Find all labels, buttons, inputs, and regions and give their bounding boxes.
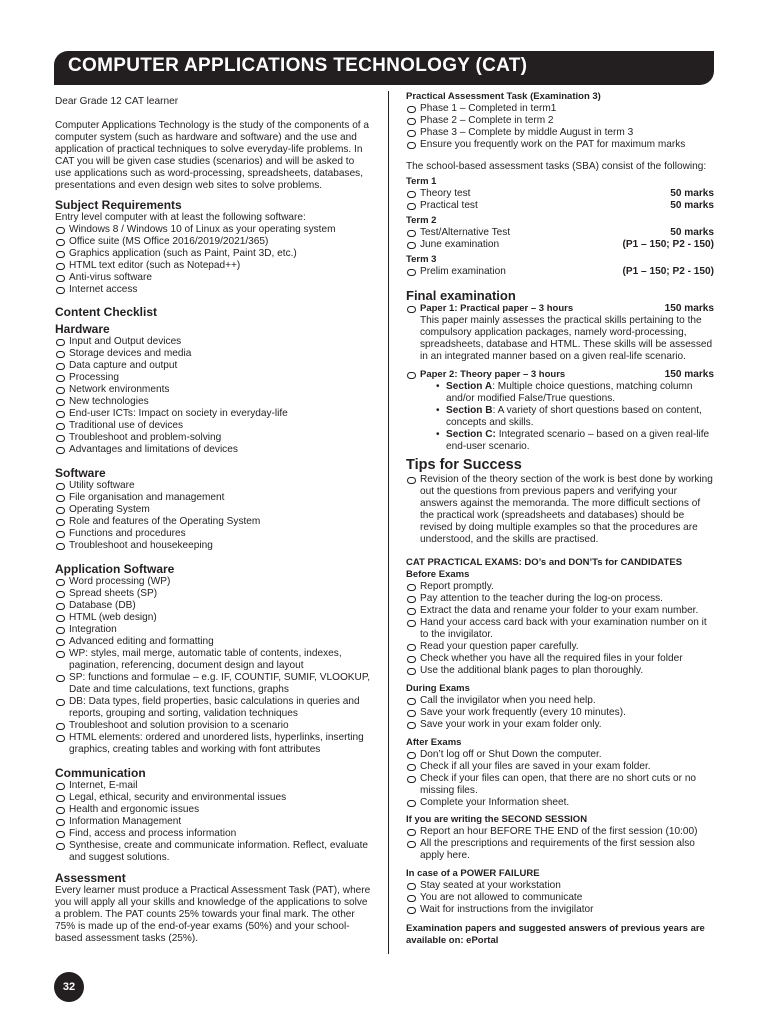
assessment-heading: Assessment bbox=[55, 871, 126, 885]
mark-row bbox=[406, 188, 714, 200]
second-session-heading: If you are writing the SECOND SESSION bbox=[406, 814, 588, 825]
before-exams-heading: Before Exams bbox=[406, 569, 470, 580]
list-item: Save your work frequently (every 10 minutes). bbox=[406, 707, 714, 719]
section-label: Section A bbox=[446, 381, 493, 392]
sba-intro: The school-based assessment tasks (SBA) consist of the following: bbox=[406, 161, 707, 172]
paper-1-title: Paper 1: Practical paper – 3 hours bbox=[420, 303, 574, 314]
final-exam-list bbox=[406, 303, 714, 453]
list-item: Integration bbox=[55, 624, 373, 636]
list-item: Legal, ethical, security and environmental issues bbox=[55, 792, 373, 804]
page-number: 32 bbox=[54, 972, 84, 1002]
section-text: Integrated scenario – based on a given real-life end-user scenario. bbox=[446, 429, 710, 452]
mark-label: Practical test bbox=[420, 200, 478, 211]
page-title: COMPUTER APPLICATIONS TECHNOLOGY (CAT) bbox=[68, 55, 528, 76]
list-item: Report an hour BEFORE THE END of the first session (10:00) bbox=[406, 826, 714, 838]
list-item: Hand your access card back with your examination number on it to the invigilator. bbox=[406, 617, 714, 641]
communication-heading: Communication bbox=[55, 766, 146, 780]
list-item: Operating System bbox=[55, 504, 373, 516]
during-exams-list bbox=[406, 695, 714, 731]
paper-2-sections bbox=[420, 381, 714, 453]
pat-heading: Practical Assessment Task (Examination 3) bbox=[406, 91, 601, 102]
list-item: HTML (web design) bbox=[55, 612, 373, 624]
term2-heading: Term 2 bbox=[406, 215, 437, 226]
list-item: Don’t log off or Shut Down the computer. bbox=[406, 749, 714, 761]
section-text: : Multiple choice questions, matching column and/or modified False/True questions. bbox=[446, 381, 693, 404]
list-item: Report promptly. bbox=[406, 581, 714, 593]
list-item: Find, access and process information bbox=[55, 828, 373, 840]
subject-requirements-heading: Subject Requirements bbox=[55, 198, 182, 212]
list-item: Save your work in your exam folder only. bbox=[406, 719, 714, 731]
mark-row bbox=[406, 200, 714, 212]
during-exams-heading: During Exams bbox=[406, 683, 470, 694]
mark-row bbox=[406, 227, 714, 239]
list-item: Phase 2 – Complete in term 2 bbox=[406, 115, 714, 127]
list-item: Extract the data and rename your folder to your exam number. bbox=[406, 605, 714, 617]
after-exams-heading: After Exams bbox=[406, 737, 462, 748]
term2-list bbox=[406, 227, 714, 251]
list-item: HTML text editor (such as Notepad++) bbox=[55, 260, 373, 272]
term1-list bbox=[406, 188, 714, 212]
list-item: Read your question paper carefully. bbox=[406, 641, 714, 653]
section-item bbox=[435, 381, 714, 405]
list-item: Health and ergonomic issues bbox=[55, 804, 373, 816]
list-item: Troubleshoot and housekeeping bbox=[55, 540, 373, 552]
list-item: Internet, E-mail bbox=[55, 780, 373, 792]
paper-1-item bbox=[406, 303, 714, 363]
mark-value: 50 marks bbox=[670, 227, 714, 238]
list-item: Functions and procedures bbox=[55, 528, 373, 540]
list-item: Network environments bbox=[55, 384, 373, 396]
list-item: Phase 3 – Complete by middle August in term 3 bbox=[406, 127, 714, 139]
list-item: Check if all your files are saved in your exam folder. bbox=[406, 761, 714, 773]
dos-donts-heading: CAT PRACTICAL EXAMS: DO’s and DON’Ts for CANDIDATES bbox=[406, 557, 683, 568]
list-item: Internet access bbox=[55, 284, 373, 296]
section-text: : A variety of short questions based on content, concepts and skills. bbox=[446, 405, 702, 428]
tips-list bbox=[406, 474, 714, 546]
list-item: Troubleshoot and solution provision to a scenario bbox=[55, 720, 373, 732]
list-item: Word processing (WP) bbox=[55, 576, 373, 588]
software-heading: Software bbox=[55, 466, 106, 480]
list-item: Complete your Information sheet. bbox=[406, 797, 714, 809]
final-exam-heading: Final examination bbox=[406, 288, 516, 303]
list-item: Advantages and limitations of devices bbox=[55, 444, 373, 456]
assessment-paragraph: Every learner must produce a Practical Assessment Task (PAT), where you will apply all your skills and knowledge of the applications to solve a problem. The PAT counts 25% towards your final mark. The other 75% is made up of the end-of-year exams (50%) and your school-based assessment tasks (25%). bbox=[55, 885, 371, 944]
tips-heading: Tips for Success bbox=[406, 457, 522, 473]
paper-1-marks: 150 marks bbox=[664, 303, 714, 314]
section-label: Section B bbox=[446, 405, 493, 416]
list-item: Input and Output devices bbox=[55, 336, 373, 348]
list-item: Office suite (MS Office 2016/2019/2021/365) bbox=[55, 236, 373, 248]
section-item bbox=[435, 405, 714, 429]
hardware-heading: Hardware bbox=[55, 322, 110, 336]
software-list bbox=[55, 480, 373, 552]
term3-list bbox=[406, 266, 714, 278]
right-column bbox=[406, 91, 714, 947]
paper-2-title: Paper 2: Theory paper – 3 hours bbox=[420, 369, 566, 380]
list-item: DB: Data types, field properties, basic calculations in queries and reports, grouping and sorting, validation techniques bbox=[55, 696, 373, 720]
list-item: Phase 1 – Completed in term1 bbox=[406, 103, 714, 115]
mark-value: (P1 – 150; P2 - 150) bbox=[622, 239, 714, 250]
paper-1-description: This paper mainly assesses the practical skills pertaining to the compulsory application packages, namely word-processing, spreadsheets, database and HTML. These skills will be assessed in an integrated manner based on a given real-life scenario. bbox=[420, 315, 713, 362]
list-item: Graphics application (such as Paint, Paint 3D, etc.) bbox=[55, 248, 373, 260]
hardware-list bbox=[55, 336, 373, 456]
mark-value: 50 marks bbox=[670, 200, 714, 211]
list-item: New technologies bbox=[55, 396, 373, 408]
list-item: HTML elements: ordered and unordered lists, hyperlinks, inserting graphics, creating tables and working with font attributes bbox=[55, 732, 373, 756]
list-item: End-user ICTs: Impact on society in everyday-life bbox=[55, 408, 373, 420]
column-divider bbox=[388, 91, 389, 954]
list-item: Wait for instructions from the invigilator bbox=[406, 904, 714, 916]
list-item: Stay seated at your workstation bbox=[406, 880, 714, 892]
list-item: Synthesise, create and communicate information. Reflect, evaluate and suggest solutions. bbox=[55, 840, 373, 864]
list-item: All the prescriptions and requirements of the first session also apply here. bbox=[406, 838, 714, 862]
pat-list bbox=[406, 103, 714, 151]
list-item: Pay attention to the teacher during the log-on process. bbox=[406, 593, 714, 605]
list-item: Storage devices and media bbox=[55, 348, 373, 360]
list-item: Processing bbox=[55, 372, 373, 384]
list-item: Call the invigilator when you need help. bbox=[406, 695, 714, 707]
mark-label: June examination bbox=[420, 239, 500, 250]
list-item: Use the additional blank pages to plan thoroughly. bbox=[406, 665, 714, 677]
list-item: Check if your files can open, that there are no short cuts or no missing files. bbox=[406, 773, 714, 797]
power-failure-heading: In case of a POWER FAILURE bbox=[406, 868, 540, 879]
list-item: Advanced editing and formatting bbox=[55, 636, 373, 648]
after-exams-list bbox=[406, 749, 714, 809]
footer-note: Examination papers and suggested answers of previous years are available on: ePortal bbox=[406, 923, 705, 946]
application-software-list bbox=[55, 576, 373, 756]
list-item: Revision of the theory section of the work is best done by working out the questions from previous papers and verifying your answers against the memoranda. The more difficult sections of the practical work (spreadsheets and databases) should be revised by doing multiple examples so that the procedures are understood, and the skills are practised. bbox=[406, 474, 714, 546]
before-exams-list bbox=[406, 581, 714, 677]
term1-heading: Term 1 bbox=[406, 176, 437, 187]
list-item: Check whether you have all the required files in your folder bbox=[406, 653, 714, 665]
mark-value: (P1 – 150; P2 - 150) bbox=[622, 266, 714, 277]
mark-value: 50 marks bbox=[670, 188, 714, 199]
mark-label: Prelim examination bbox=[420, 266, 506, 277]
list-item: Spread sheets (SP) bbox=[55, 588, 373, 600]
content-checklist-heading: Content Checklist bbox=[55, 305, 158, 319]
subject-requirements-list bbox=[55, 224, 373, 296]
term3-heading: Term 3 bbox=[406, 254, 437, 265]
second-session-list bbox=[406, 826, 714, 862]
subject-requirements-intro: Entry level computer with at least the following software: bbox=[55, 212, 306, 223]
greeting: Dear Grade 12 CAT learner bbox=[55, 96, 179, 107]
mark-label: Test/Alternative Test bbox=[420, 227, 511, 238]
section-label: Section C: bbox=[446, 429, 496, 440]
section-item bbox=[435, 429, 714, 453]
mark-row bbox=[406, 266, 714, 278]
intro-paragraph: Computer Applications Technology is the study of the components of a computer system (such as hardware and software) and the use and application of practical techniques to solve everyday-life problems. In CAT you will be given case studies (scenarios) and will be asked to use applications such as word-processing, spreadsheets, databases, presentations and even design web sites to solve problems. bbox=[55, 120, 370, 191]
communication-list bbox=[55, 780, 373, 864]
list-item: You are not allowed to communicate bbox=[406, 892, 714, 904]
list-item: Traditional use of devices bbox=[55, 420, 373, 432]
list-item: Anti-virus software bbox=[55, 272, 373, 284]
list-item: Utility software bbox=[55, 480, 373, 492]
mark-label: Theory test bbox=[420, 188, 471, 199]
list-item: WP: styles, mail merge, automatic table of contents, indexes, pagination, referencing, document design and layout bbox=[55, 648, 373, 672]
application-software-heading: Application Software bbox=[55, 562, 175, 576]
list-item: Information Management bbox=[55, 816, 373, 828]
list-item: Troubleshoot and problem-solving bbox=[55, 432, 373, 444]
paper-2-item bbox=[406, 369, 714, 453]
header-banner bbox=[54, 51, 714, 85]
mark-row bbox=[406, 239, 714, 251]
list-item: Database (DB) bbox=[55, 600, 373, 612]
list-item: Ensure you frequently work on the PAT for maximum marks bbox=[406, 139, 714, 151]
list-item: SP: functions and formulae – e.g. IF, COUNTIF, SUMIF, VLOOKUP, Date and time calculations, text functions, graphs bbox=[55, 672, 373, 696]
list-item: Data capture and output bbox=[55, 360, 373, 372]
power-failure-list bbox=[406, 880, 714, 916]
list-item: Windows 8 / Windows 10 of Linux as your operating system bbox=[55, 224, 373, 236]
left-column bbox=[55, 94, 373, 945]
paper-2-marks: 150 marks bbox=[664, 369, 714, 380]
list-item: File organisation and management bbox=[55, 492, 373, 504]
list-item: Role and features of the Operating System bbox=[55, 516, 373, 528]
